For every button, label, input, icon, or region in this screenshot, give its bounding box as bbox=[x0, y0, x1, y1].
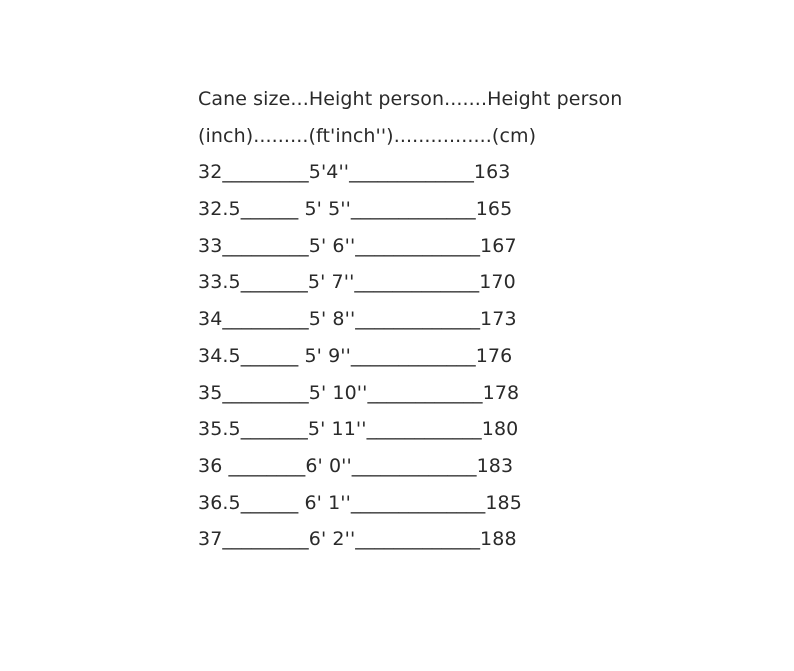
chart-header-line-2: (inch).........(ft'inch'')................(cm) bbox=[198, 124, 537, 147]
chart-row: 32.5______ 5' 5''_____________165 bbox=[198, 198, 513, 221]
chart-row: 33_________5' 6''_____________167 bbox=[198, 234, 517, 257]
chart-header-line-1: Cane size...Height person.......Height person bbox=[198, 88, 623, 110]
chart-row: 32_________5'4''_____________163 bbox=[198, 161, 511, 184]
chart-row: 35_________5' 10''____________178 bbox=[198, 381, 520, 404]
chart-row: 34.5______ 5' 9''_____________176 bbox=[198, 344, 513, 367]
chart-row: 33.5_______5' 7''_____________170 bbox=[198, 271, 516, 294]
chart-row: 36 ________6' 0''_____________183 bbox=[198, 454, 514, 477]
chart-row: 35.5_______5' 11''____________180 bbox=[198, 418, 519, 441]
chart-row: 34_________5' 8''_____________173 bbox=[198, 308, 517, 331]
cane-size-chart bbox=[198, 84, 622, 561]
chart-row: 36.5______ 6' 1''______________185 bbox=[198, 491, 522, 514]
chart-row: 37_________6' 2''_____________188 bbox=[198, 528, 517, 551]
